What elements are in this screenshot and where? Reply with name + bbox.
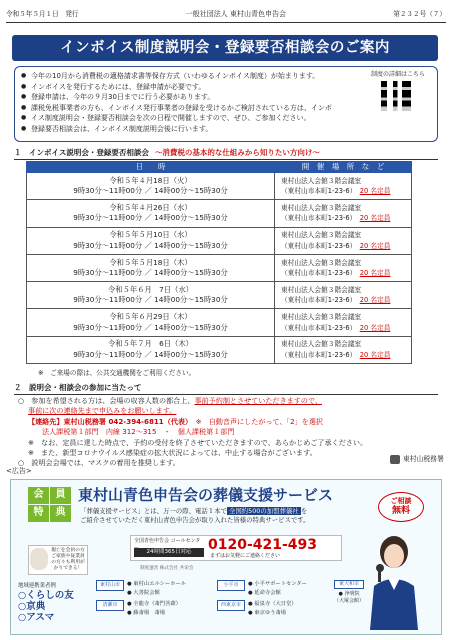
reservation-text: ○ 参加を希望される方は、会場の収容人数の都合上、 <box>18 396 195 405</box>
auto-voice-note: ※ 自動音声にしたがって、「2」を選択 <box>195 416 324 426</box>
row-capacity: 20 名定員 <box>359 269 391 278</box>
ad-desc-2: ご紹介させていただく東村山青色申告会が取り入れた皆様の特典サービスです。 <box>80 516 310 525</box>
area-item: ● 延命寺会館 <box>248 590 281 596</box>
header-divider <box>6 22 446 23</box>
row-time: 9時30分～11時00分 ／ 14時00分～15時30分 <box>73 240 228 250</box>
row-time: 9時30分～11時00分 ／ 14時00分～15時30分 <box>73 322 228 332</box>
page-header <box>6 8 446 20</box>
phone-number[interactable]: 0120-421-493 <box>208 537 318 553</box>
row-date: 令和５年４月18日（火） <box>109 175 192 185</box>
intro-item: ● 課税免税事業者の方も、インボイス発行事業者の登録を受けるかご検討されている方は、インボ <box>21 103 366 114</box>
intro-item: ● 登録申請は、今年の９月30日までに行う必要があります。 <box>21 92 366 103</box>
row-addr: （東村山市本町1-23-6） <box>281 296 353 305</box>
partner-item: ○くらしの友 <box>18 590 74 601</box>
dog-callout-text: 親亡を会員の方ご家族や従業員の方々も利用がかりできる！ <box>51 548 85 571</box>
row-date: 令和５年５月18日（木） <box>109 257 192 267</box>
area-item: ● 全龍寺（斎門菩薩） <box>127 601 181 607</box>
ad-desc-highlight: 全国約500の加盟葬儀社 <box>228 507 299 515</box>
row-time: 9時30分～11時00分 ／ 14時00分～15時30分 <box>73 213 228 223</box>
dog-icon <box>30 548 48 570</box>
row-addr: （東村山市本町1-23-6） <box>281 187 353 196</box>
row-capacity: 20 名定員 <box>359 323 391 332</box>
area-item: ● 藤斎場 斎場 <box>127 610 166 616</box>
publisher: 一般社団法人 東村山青色申告会 <box>185 9 286 18</box>
section2-title: ２ 説明会・相談会の参加に当たって <box>14 383 142 392</box>
row-addr: （東村山市本町1-23-6） <box>281 214 353 223</box>
schedule-table <box>26 161 412 364</box>
row-place: 東村山法人会館３階会議室 <box>281 340 362 349</box>
table-row <box>27 173 412 200</box>
table-row <box>27 282 412 309</box>
free-consult-label: ご相談 <box>390 497 412 505</box>
callcenter-label: 全国青色申告会 コールセンタ <box>134 538 201 544</box>
partner-item: ○アスマ <box>18 612 55 623</box>
intro-item-cont: ● イス制度説明会・登録要否相談会を次の日程で開催しますので、ぜひ、ご参加ください。 <box>21 113 366 124</box>
mask-note: ○ 説明会会場では、マスクの着用を推奨します。 <box>18 458 180 468</box>
issue-date: 令和５年５月１日 発行 <box>6 9 79 18</box>
area-row <box>96 600 354 618</box>
ad-description <box>80 507 350 526</box>
intro-item: ● 登録要否相談会は、インボイス制度説明会後に行います。 <box>21 124 366 135</box>
badge-char: 典 <box>50 505 71 522</box>
row-time: 9時30分～11時00分 ／ 14時00分～15時30分 <box>73 349 228 359</box>
badge-char: 会 <box>28 487 49 504</box>
partner-heading: 地域連携業者例 <box>18 583 56 589</box>
phone-subtext: まずはお気軽にご連絡ください <box>210 553 281 559</box>
col-place: 開 催 場 所 な ど <box>275 162 412 173</box>
row-addr: （東村山市本町1-23-6） <box>281 241 353 250</box>
intro-list <box>21 71 366 135</box>
free-consult-badge <box>378 492 424 522</box>
qr-label: 制度の詳細はこちら <box>371 71 426 78</box>
free-label: 無料 <box>391 505 410 516</box>
table-row <box>27 336 412 363</box>
row-date: 令和５年５月10日（水） <box>109 230 192 240</box>
section2-body <box>18 396 438 469</box>
row-place: 東村山法人会館３階会議室 <box>281 231 362 240</box>
ad-title: 東村山青色申告会の葬儀支援サービス <box>78 486 334 504</box>
table-row <box>27 200 412 227</box>
area-item: ● 小平サポートセンター <box>248 581 307 587</box>
table-row <box>27 254 412 281</box>
partner-item: ○京典 <box>18 601 46 612</box>
table-row <box>27 227 412 254</box>
area-item: ● 東京ゆう斎場 <box>248 610 287 616</box>
badge-char: 特 <box>28 505 49 522</box>
row-addr: （東村山市本町1-23-6） <box>281 350 353 359</box>
badge-char: 員 <box>50 487 71 504</box>
row-time: 9時30分～11時00分 ／ 14時00分～15時30分 <box>73 295 228 305</box>
row-addr: （東村山市本町1-23-6） <box>281 269 353 278</box>
row-place: 東村山法人会館３階会議室 <box>281 176 362 185</box>
row-place: 東村山法人会館３階会議室 <box>281 258 362 267</box>
section1-heading <box>14 147 438 159</box>
row-addr: （東村山市本町1-23-6） <box>281 323 353 332</box>
section1-divider <box>14 159 438 160</box>
area-row <box>96 580 354 598</box>
capacity-note: ※ なお、定員に達した時点で、予約の受付を終了させていただきますので、あらかじめご了承ください。 <box>28 437 368 447</box>
tax-office-logo <box>390 455 444 464</box>
contact-phone[interactable]: 【連絡先】東村山税務署 042-394-6811（代表） <box>28 416 189 426</box>
area-item: ● 東村山エルシーホール <box>127 581 187 587</box>
row-capacity: 20 名定員 <box>359 241 391 250</box>
tax-office-icon <box>390 455 400 464</box>
operator-illustration <box>360 528 426 630</box>
row-time: 9時30分～11時00分 ／ 14時00分～15時30分 <box>73 186 228 196</box>
covid-note: ※ また、新型コロナウイルス感染症の拡大状況によっては、中止する場合がございます。 <box>28 448 317 458</box>
issue-number: 第２３２号（７） <box>393 9 446 18</box>
area-tag: 東大和市 <box>334 580 364 589</box>
row-place: 東村山法人会館３階会議室 <box>281 285 362 294</box>
area-list <box>96 580 354 620</box>
area-east <box>330 580 368 605</box>
ad-label: <広告> <box>6 467 32 475</box>
row-capacity: 20 名定員 <box>359 187 391 196</box>
table-row <box>27 309 412 336</box>
area-item: （大塚会館） <box>333 598 364 604</box>
row-date: 令和５年６月29日（木） <box>109 312 192 322</box>
area-tag: 小平市 <box>217 580 245 591</box>
contact-departments: 法人課税第１部門 内線 312～315 ・ 個人課税第１部門 <box>42 427 235 437</box>
area-item: ● 大善院会館 <box>127 590 160 596</box>
row-capacity: 20 名定員 <box>359 214 391 223</box>
row-capacity: 20 名定員 <box>359 350 391 359</box>
reservation-request: 事前に次の連絡先まで申込みをお願いします。 <box>28 406 177 416</box>
row-time: 9時30分～11時00分 ／ 14時00分～15時30分 <box>73 268 228 278</box>
intro-item: ● インボイスを発行するためには、登録申請が必要です。 <box>21 82 366 93</box>
area-item: ● 福泉寺（大日堂） <box>248 601 297 607</box>
section1-title: １ インボイス説明会・登録要否相談会 <box>14 148 149 158</box>
intro-item: ● 今年の10月から消費税の適格請求書等保存方式（いわゆるインボイス制度）が始まります。 <box>21 71 366 82</box>
section2-divider <box>14 394 438 395</box>
intro-box <box>14 66 438 142</box>
transport-note: ※ ご来場の際は、公共交通機関をご利用ください。 <box>38 369 196 377</box>
area-tag: 西東京市 <box>217 600 245 611</box>
partner-list <box>18 583 88 623</box>
reservation-required: 事前予約制とさせていただきますので、 <box>194 396 322 405</box>
row-date: 令和５年６月 7日（水） <box>108 284 193 294</box>
row-place: 東村山法人会館３階会議室 <box>281 313 362 322</box>
area-tag: 東村山市 <box>96 580 124 591</box>
section1-subtitle: ～消費税の基本的な仕組みから知りたい方向け～ <box>154 148 320 158</box>
qr-code-icon[interactable] <box>381 81 411 111</box>
row-date: 令和５年７月 6日（木） <box>108 339 193 349</box>
ad-desc-1b: を <box>300 507 308 515</box>
col-date: 日 時 <box>27 162 275 173</box>
ad-desc-1a: 「葬儀支援サービス」とは、万一の際、電話１本で <box>80 507 227 515</box>
row-place: 東村山法人会館３階会議室 <box>281 203 362 212</box>
operator-credit: 制度運営 株式会社 共栄会 <box>140 566 194 571</box>
hours-badge: 24時間365日対応 <box>134 548 204 557</box>
tax-office-name: 東村山税務署 <box>403 455 444 464</box>
qr-block <box>371 71 431 111</box>
row-capacity: 20 名定員 <box>359 296 391 305</box>
row-date: 令和５年４月26日（水） <box>109 202 192 212</box>
area-item: ● 浄明院 <box>338 591 360 597</box>
page-title: インボイス制度説明会・登録要否相談会のご案内 <box>12 35 438 61</box>
area-tag: 清瀬市 <box>96 600 124 611</box>
